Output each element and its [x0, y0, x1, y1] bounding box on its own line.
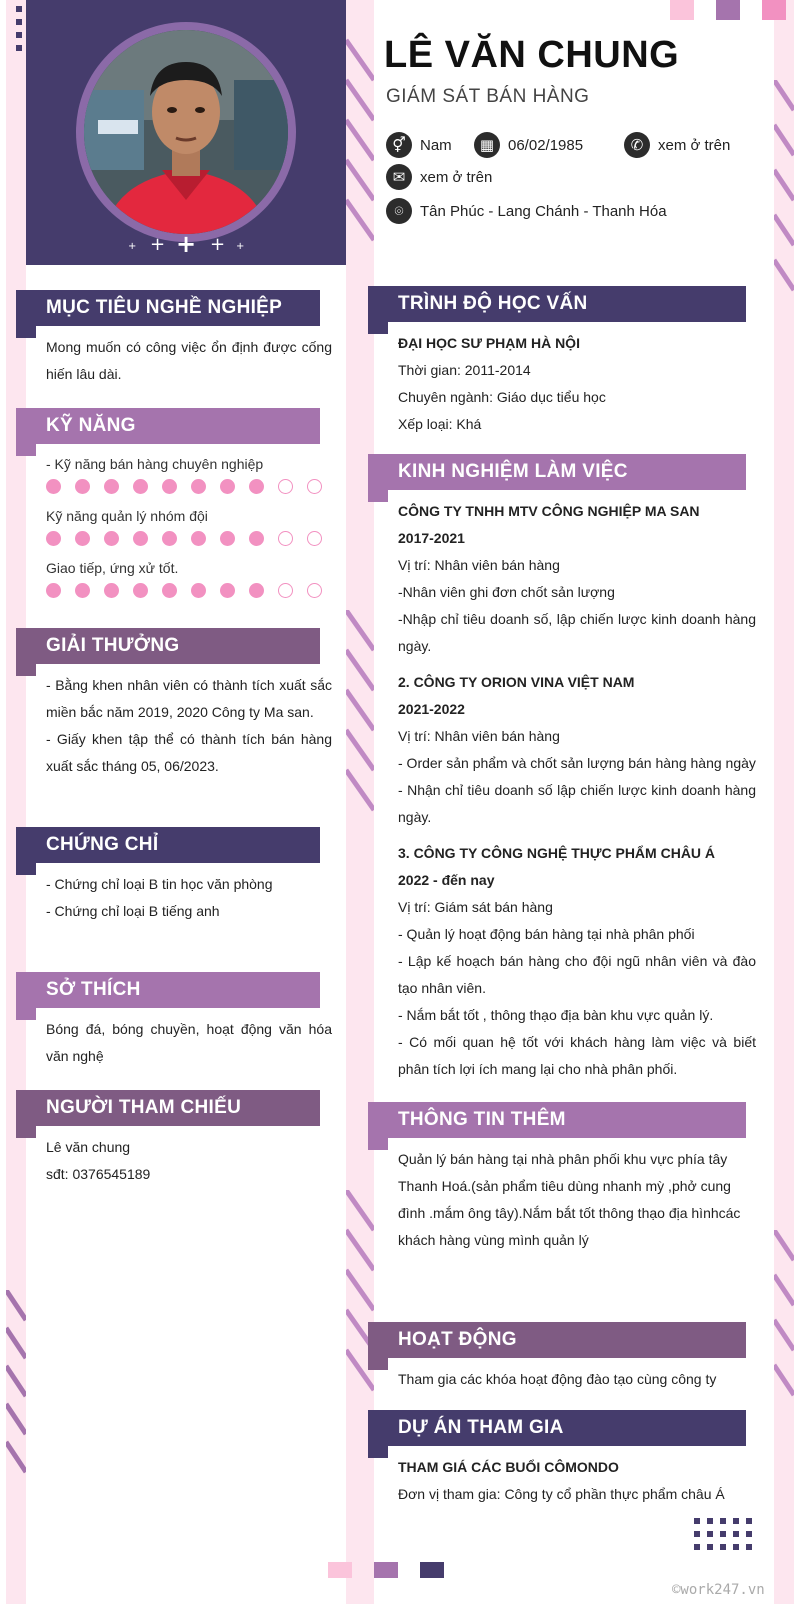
watermark: ©work247.vn [672, 1582, 765, 1598]
info-birthday [474, 132, 583, 158]
rating-dot-filled [162, 583, 177, 598]
job-company: 3. CÔNG TY CÔNG NGHỆ THỰC PHẨM CHÂU Á [398, 845, 716, 861]
gender-value: Nam [420, 136, 452, 154]
job-period: 2021-2022 [398, 701, 465, 717]
decor-square [670, 0, 694, 20]
rating-dot-filled [75, 583, 90, 598]
extra-info-heading: THÔNG TIN THÊM [368, 1102, 746, 1138]
awards-text [46, 672, 332, 780]
skill-rating [46, 531, 322, 546]
references-text [46, 1134, 332, 1188]
job-line: Vị trí: Nhân viên bán hàng [398, 557, 560, 573]
calendar-icon: ▦ [474, 132, 500, 158]
rating-dot-empty [278, 583, 293, 598]
rating-dot-filled [46, 583, 61, 598]
job-period: 2022 - đến nay [398, 872, 495, 888]
rating-dot-filled [249, 583, 264, 598]
awards-heading: GIẢI THƯỞNG [16, 628, 320, 664]
sparkle-icon: + [176, 230, 197, 258]
rating-dot-filled [220, 583, 235, 598]
experience-heading: KINH NGHIỆM LÀM VIỆC [368, 454, 746, 490]
award-line: - Giấy khen tập thể có thành tích bán hàng xuất sắc tháng 05, 06/2023. [46, 731, 332, 774]
education-text [398, 330, 758, 438]
location-icon: ⌾ [386, 198, 412, 224]
rating-dot-empty [307, 583, 322, 598]
diagonal-decor [6, 1290, 26, 1480]
info-address [386, 198, 667, 224]
education-major: Chuyên ngành: Giáo dục tiểu học [398, 389, 606, 405]
certificate-line: - Chứng chỉ loại B tiếng anh [46, 903, 220, 919]
avatar [76, 22, 296, 242]
diagonal-decor [774, 80, 794, 300]
skill-label: Giao tiếp, ứng xử tốt. [46, 560, 179, 576]
extra-info-text: Quản lý bán hàng tại nhà phân phối khu vực phía tây Thanh Hoá.(sản phẩm tiêu dùng nhanh mỳ ,phở cung đình .mắm ông tây).Nắm bắt tốt thông thạo địa hìnhcác khách hàng vùng mình quản lý [398, 1151, 741, 1248]
candidate-name: LÊ VĂN CHUNG [384, 34, 680, 76]
projects-heading: DỰ ÁN THAM GIA [368, 1410, 746, 1446]
rating-dot-empty [307, 531, 322, 546]
education-grade: Xếp loại: Khá [398, 416, 482, 432]
rating-dot-filled [162, 531, 177, 546]
rating-dot-filled [46, 531, 61, 546]
skill-rating [46, 479, 322, 494]
education-school: ĐẠI HỌC SƯ PHẠM HÀ NỘI [398, 335, 580, 351]
gender-icon: ⚥ [386, 132, 412, 158]
decor-dot-grid [694, 1518, 752, 1550]
rating-dot-empty [307, 479, 322, 494]
sparkle-icon: + [150, 234, 166, 255]
address-value: Tân Phúc - Lang Chánh - Thanh Hóa [420, 202, 667, 220]
rating-dot-filled [133, 479, 148, 494]
decor-square [328, 1562, 352, 1578]
decor-square [762, 0, 786, 20]
job-line: - Nắm bắt tốt , thông thạo địa bàn khu vực quản lý. [398, 1007, 714, 1023]
rating-dot-filled [249, 479, 264, 494]
certificates-text [46, 871, 332, 925]
sparkle-icon: + [210, 234, 226, 255]
job-line: -Nhập chỉ tiêu doanh số, lập chiến lược kinh doanh hàng ngày. [398, 611, 756, 654]
email-icon: ✉ [386, 164, 412, 190]
references-heading: NGƯỜI THAM CHIẾU [16, 1090, 320, 1126]
decor-square [420, 1562, 444, 1578]
rating-dot-filled [220, 531, 235, 546]
skills-heading: KỸ NĂNG [16, 408, 320, 444]
diagonal-decor [346, 610, 374, 820]
sparkle-icon: + [128, 241, 137, 252]
job-line: Vị trí: Nhân viên bán hàng [398, 728, 560, 744]
certificate-line: - Chứng chỉ loại B tin học văn phòng [46, 876, 273, 892]
objective-heading: MỤC TIÊU NGHỀ NGHIỆP [16, 290, 320, 326]
projects-text [398, 1454, 756, 1508]
rating-dot-filled [191, 479, 206, 494]
rating-dot-filled [191, 531, 206, 546]
rating-dot-filled [162, 479, 177, 494]
hobbies-text: Bóng đá, bóng chuyền, hoạt động văn hóa văn nghệ [46, 1021, 332, 1064]
candidate-title: GIÁM SÁT BÁN HÀNG [386, 86, 590, 107]
info-phone [624, 132, 730, 158]
job-company: CÔNG TY TNHH MTV CÔNG NGHIỆP MA SAN [398, 503, 700, 519]
rating-dot-filled [133, 583, 148, 598]
email-value: xem ở trên [420, 168, 493, 186]
rating-dot-filled [133, 531, 148, 546]
rating-dot-filled [104, 479, 119, 494]
job-line: -Nhân viên ghi đơn chốt sản lượng [398, 584, 615, 600]
decor-dot-grid [16, 6, 48, 51]
skill-label: Kỹ năng quản lý nhóm đội [46, 508, 208, 524]
activities-heading: HOẠT ĐỘNG [368, 1322, 746, 1358]
diagonal-decor [346, 20, 374, 250]
phone-value: xem ở trên [658, 136, 731, 154]
rating-dot-empty [278, 479, 293, 494]
profile-photo [84, 30, 288, 234]
rating-dot-filled [191, 583, 206, 598]
skill-rating [46, 583, 322, 598]
rating-dot-filled [249, 531, 264, 546]
hobbies-heading: SỞ THÍCH [16, 972, 320, 1008]
job-line: - Nhận chỉ tiêu doanh số lập chiến lược kinh doanh hàng ngày. [398, 782, 756, 825]
rating-dot-filled [46, 479, 61, 494]
reference-phone: sđt: 0376545189 [46, 1166, 151, 1182]
job-period: 2017-2021 [398, 530, 465, 546]
rating-dot-empty [278, 531, 293, 546]
job-company: 2. CÔNG TY ORION VINA VIỆT NAM [398, 674, 635, 690]
education-time: Thời gian: 2011-2014 [398, 362, 531, 378]
award-line: - Bằng khen nhân viên có thành tích xuất sắc miền bắc năm 2019, 2020 Công ty Ma san. [46, 677, 332, 720]
job-line: - Có mối quan hệ tốt với khách hàng làm việc và biết phân tích lợi ích mang lại cho nhà phân phối. [398, 1034, 756, 1077]
activities-text: Tham gia các khóa hoạt động đào tạo cùng công ty [398, 1371, 717, 1387]
job-line: - Order sản phẩm và chốt sản lượng bán hàng hàng ngày [398, 755, 756, 771]
project-unit: Đơn vị tham gia: Công ty cổ phần thực phẩm châu Á [398, 1486, 725, 1502]
reference-name: Lê văn chung [46, 1139, 131, 1155]
info-gender [386, 132, 452, 158]
phone-icon: ✆ [624, 132, 650, 158]
info-email [386, 164, 492, 190]
rating-dot-filled [104, 583, 119, 598]
certificates-heading: CHỨNG CHỈ [16, 827, 320, 863]
experience-text [398, 498, 756, 1083]
rating-dot-filled [220, 479, 235, 494]
rating-dot-filled [75, 479, 90, 494]
project-name: THAM GIÁ CÁC BUỔI CÔMONDO [398, 1459, 619, 1475]
education-heading: TRÌNH ĐỘ HỌC VẤN [368, 286, 746, 322]
job-line: - Lập kế hoạch bán hàng cho đội ngũ nhân viên và đào tạo nhân viên. [398, 953, 756, 996]
objective-text: Mong muốn có công việc ổn định được cống hiến lâu dài. [46, 339, 332, 382]
birthday-value: 06/02/1985 [508, 136, 584, 154]
rating-dot-filled [75, 531, 90, 546]
sparkle-icon: + [236, 241, 245, 252]
rating-dot-filled [104, 531, 119, 546]
skill-label: - Kỹ năng bán hàng chuyên nghiệp [46, 456, 264, 472]
diagonal-decor [774, 1230, 794, 1430]
decor-square [374, 1562, 398, 1578]
job-line: - Quản lý hoạt động bán hàng tại nhà phân phối [398, 926, 695, 942]
decor-square [716, 0, 740, 20]
job-line: Vị trí: Giám sát bán hàng [398, 899, 553, 915]
